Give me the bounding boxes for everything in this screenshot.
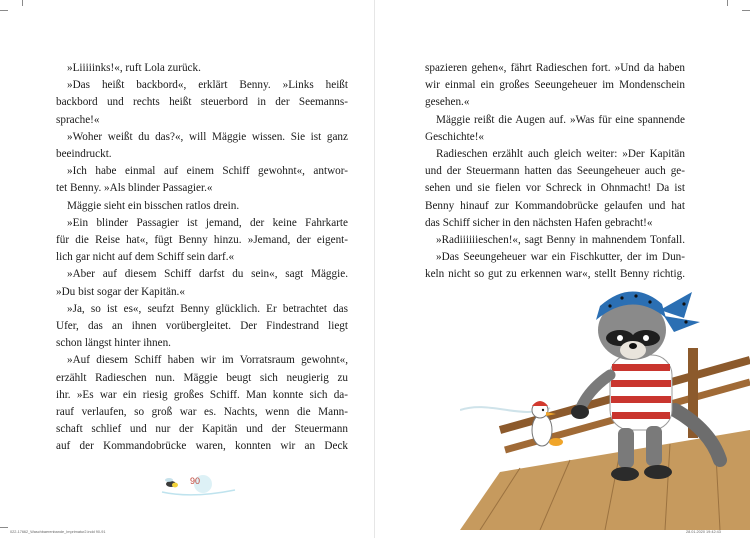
text-line: beeindruckt.	[56, 148, 112, 161]
text-line: »Das Seeungeheuer war ein Fischkutter, der im Dun-	[436, 251, 685, 264]
text-line: »Auf diesem Schiff haben wir im Vorratsraum gewohnt«,	[67, 354, 348, 367]
text-line: backbord und rechts heißt steuerbord in der Seemanns-	[56, 96, 348, 109]
text-line: auf der Kommandobrücke waren, konnten wir an Deck	[56, 440, 348, 453]
text-line: »Woher weißt du das?«, will Mäggie wissen. Sie ist ganz	[67, 130, 348, 143]
text-line: Radieschen erzählt auch gleich weiter: »Der Kapitän	[436, 148, 685, 161]
text-line: sprache!«	[56, 113, 100, 126]
text-line: »Ich habe einmal auf einem Schiff gewohnt«, antwor-	[67, 165, 348, 178]
raccoon-illustration	[460, 260, 750, 530]
text-line: wir einmal ein großes Seeungeheuer im Mondenschein	[425, 79, 685, 92]
text-line: erzählt Radieschen nun. Mäggie beugt sich neugierig zu	[56, 371, 348, 384]
crop-mark	[22, 0, 23, 6]
right-page-text	[425, 60, 685, 284]
crop-mark	[0, 527, 8, 528]
text-line: sehen und sie fielen vor Schreck in Ohnmacht! Da ist	[425, 182, 685, 195]
text-line: »Ein blinder Passagier ist jemand, der keine Fahrkarte	[67, 216, 348, 229]
crop-mark	[742, 10, 750, 11]
text-line: »Ja, so ist es«, seufzt Benny glücklich. Er betrachtet das	[67, 302, 348, 315]
text-line: keln nicht so gut zu erkennen war«, stellt Benny richtig.	[425, 268, 685, 281]
text-line: »Aber auf diesem Schiff darfst du sein«, sagt Mäggie.	[67, 268, 348, 281]
text-line: Mäggie sieht ein bisschen ratlos drein.	[67, 199, 240, 212]
print-slug-left: 022-17662_Waschbaerenbande_Imprimatur2.indd 90-91	[10, 530, 106, 534]
text-line: Benny hinauf zur Kommandobrücke gelaufen und hat	[425, 199, 685, 212]
text-line: »Du bist sogar der Kapitän.«	[56, 285, 185, 298]
text-line: Geschichte!«	[425, 130, 485, 143]
text-line: tet Benny. »Als blinder Passagier.«	[56, 182, 213, 195]
print-slug-right: 28.01.2020 19:42:43	[686, 530, 721, 534]
crop-mark	[727, 0, 728, 6]
crop-mark	[0, 10, 8, 11]
text-line: ihr. »Es war ein riesig großes Schiff. Man konnte sich da-	[56, 388, 348, 401]
text-line: »Radiiiiiieschen!«, sagt Benny in mahnendem Tonfall.	[436, 234, 685, 247]
seagull-illustration	[532, 401, 563, 446]
text-line: lich gar nicht auf dem Schiff sein darf.«	[56, 251, 235, 264]
page-number: 90	[190, 476, 201, 486]
text-line: Mäggie reißt die Augen auf. »Was für eine spannende	[436, 113, 685, 126]
text-line: gesehen.«	[425, 96, 470, 109]
text-line: »Liiiiinks!«, ruft Lola zurück.	[67, 62, 201, 74]
text-line: schon längst hinter ihnen.	[56, 337, 171, 350]
text-line: »Das heißt backbord«, erklärt Benny. »Links heißt	[67, 79, 348, 92]
text-line: Ufer, das an ihnen vorübergleitet. Der Findestrand liegt	[56, 320, 348, 333]
text-line: spazieren gehen«, fährt Radieschen fort. »Und da haben	[425, 62, 685, 74]
left-page-text	[56, 60, 348, 456]
text-line: und der Steuermann hatten das Seeungeheuer auch ge-	[425, 165, 685, 178]
gutter-line	[374, 0, 375, 538]
text-line: für die Reise hat«, fügt Benny hinzu. »Jemand, der eigent-	[56, 234, 348, 247]
text-line: das Schiff sicher in den nächsten Hafen gebracht!«	[425, 216, 653, 229]
text-line: schaft schlief und nur der Kapitän und der Steuermann	[56, 423, 348, 436]
page-folio	[160, 470, 240, 498]
text-line: rauf verlaufen, so groß war es. Nachts, wenn die Mann-	[56, 406, 348, 419]
